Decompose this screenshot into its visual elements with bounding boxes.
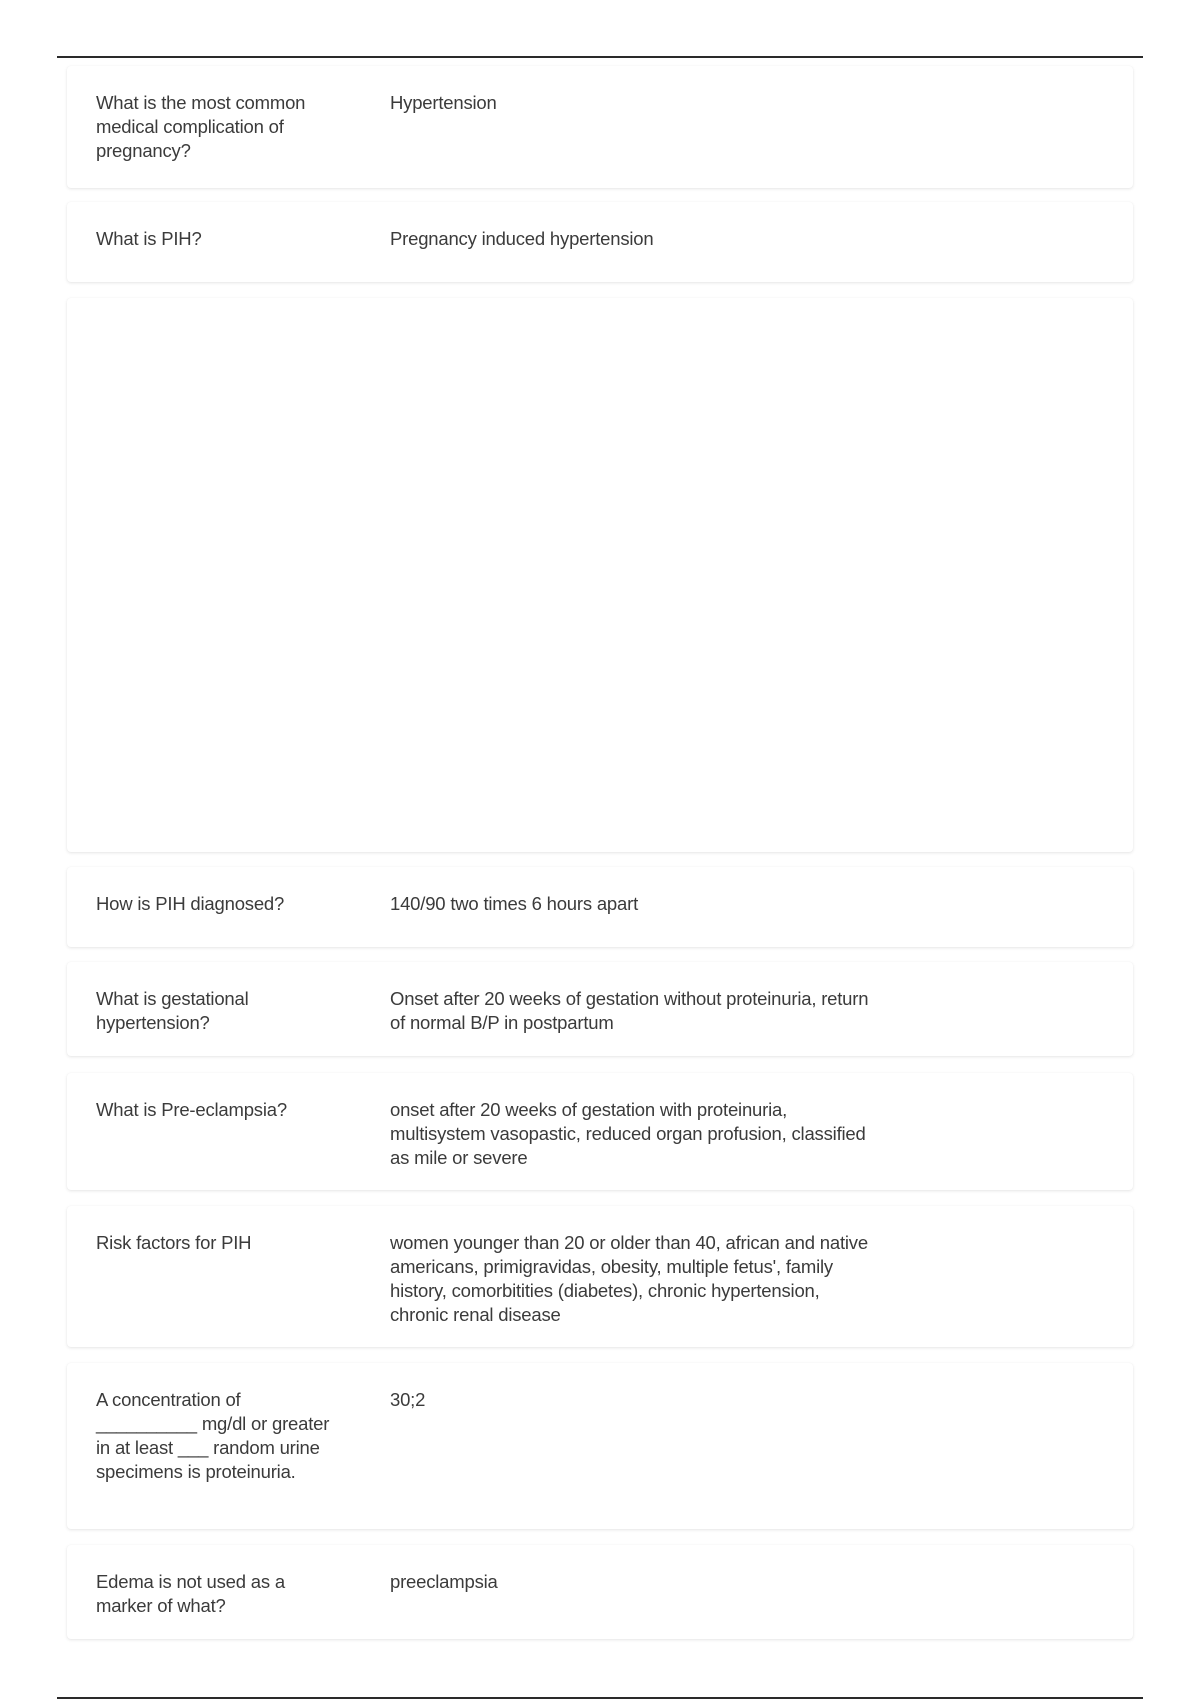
flashcard-9 [67,1545,1133,1639]
flashcard-8 [67,1363,1133,1529]
card-term: What is PIH? [96,228,202,249]
card-term: What is gestational hypertension? [96,988,254,1033]
card-definition: 140/90 two times 6 hours apart [390,893,639,914]
card-term: What is Pre-eclampsia? [96,1099,287,1120]
card-definition: 30;2 [390,1389,426,1410]
flashcard-6 [67,1073,1133,1190]
flashcard-3-blank [67,298,1133,852]
card-definition: Onset after 20 weeks of gestation without proteinuria, return of normal B/P in postpartum [390,988,874,1033]
card-definition: preeclampsia [390,1571,498,1592]
bottom-rule [57,1697,1143,1699]
card-term: Edema is not used as a marker of what? [96,1571,290,1616]
card-definition: Pregnancy induced hypertension [390,228,654,249]
flashcard-2 [67,202,1133,282]
card-definition: women younger than 20 or older than 40, african and native americans, primigravidas, obesity, multiple fetus', family history, comorbitities (diabetes), chronic hypertension, chronic renal disease [390,1232,873,1325]
card-term: A concentration of __________ mg/dl or greater in at least ___ random urine specimens is proteinuria. [96,1389,335,1482]
card-term: Risk factors for PIH [96,1232,252,1253]
flashcard-7 [67,1206,1133,1347]
flashcard-4 [67,867,1133,947]
card-definition: Hypertension [390,92,497,113]
card-term: How is PIH diagnosed? [96,893,285,914]
flashcard-1 [67,66,1133,188]
top-rule [57,56,1143,58]
card-term: What is the most common medical complication of pregnancy? [96,92,311,161]
flashcard-5 [67,962,1133,1056]
card-definition: onset after 20 weeks of gestation with proteinuria, multisystem vasopastic, reduced organ profusion, classified as mile or severe [390,1099,871,1168]
